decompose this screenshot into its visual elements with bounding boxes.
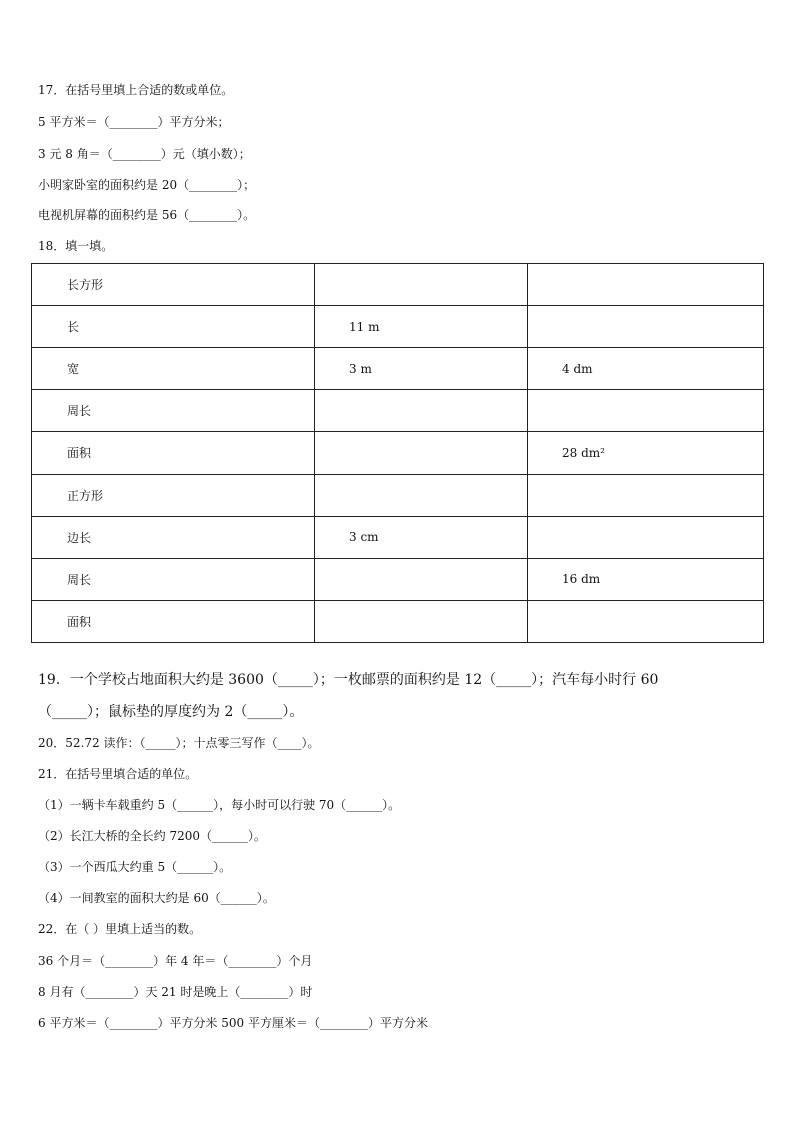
table-cell bbox=[315, 558, 528, 600]
table-cell bbox=[528, 474, 764, 516]
table-cell: 长 bbox=[32, 306, 315, 348]
table-cell: 3 m bbox=[315, 348, 528, 390]
q21-title: 21．在括号里填合适的单位。 bbox=[38, 767, 198, 781]
table-cell: 3 cm bbox=[315, 516, 528, 558]
q18-table bbox=[31, 263, 764, 643]
table-cell: 长方形 bbox=[32, 264, 315, 306]
q21-item-1: （1）一辆卡车载重约 5（______），每小时可以行驶 70（______）。 bbox=[38, 798, 401, 812]
q17-line-3: 小明家卧室的面积约是 20（________）； bbox=[38, 178, 256, 192]
q17-line-2: 3 元 8 角＝（________）元（填小数）； bbox=[38, 147, 251, 161]
table-row bbox=[32, 600, 764, 642]
q20-line: 20．52.72 读作：（_____）；十点零三写作（____）。 bbox=[38, 736, 320, 750]
table-cell bbox=[528, 516, 764, 558]
q18-title: 18．填一填。 bbox=[38, 239, 114, 253]
table-row bbox=[32, 558, 764, 600]
q21-item-3: （3）一个西瓜大约重 5（______）。 bbox=[38, 860, 232, 874]
q17-line-1: 5 平方米＝（________）平方分米； bbox=[38, 115, 230, 129]
q17-title: 17．在括号里填上合适的数或单位。 bbox=[38, 83, 234, 97]
table-cell bbox=[315, 390, 528, 432]
table-cell bbox=[528, 306, 764, 348]
table-cell: 正方形 bbox=[32, 474, 315, 516]
table-cell bbox=[315, 600, 528, 642]
q22-line-2: 8 月有（________）天 21 时是晚上（________）时 bbox=[38, 985, 313, 999]
table-row bbox=[32, 474, 764, 516]
table-cell: 面积 bbox=[32, 600, 315, 642]
table-cell: 边长 bbox=[32, 516, 315, 558]
table-cell: 11 m bbox=[315, 306, 528, 348]
table-cell: 28 dm² bbox=[528, 432, 764, 474]
table-cell bbox=[528, 600, 764, 642]
table-cell: 面积 bbox=[32, 432, 315, 474]
table-cell: 周长 bbox=[32, 390, 315, 432]
table-cell bbox=[528, 264, 764, 306]
table-row bbox=[32, 390, 764, 432]
table-row bbox=[32, 306, 764, 348]
table-row bbox=[32, 516, 764, 558]
table-cell bbox=[315, 432, 528, 474]
table-cell: 4 dm bbox=[528, 348, 764, 390]
q21-item-4: （4）一间教室的面积大约是 60（______）。 bbox=[38, 891, 275, 905]
q19-line-2: （_____）；鼠标垫的厚度约为 2（_____）。 bbox=[38, 704, 304, 720]
table-row bbox=[32, 432, 764, 474]
q22-line-1: 36 个月＝（________）年 4 年＝（________）个月 bbox=[38, 954, 313, 968]
table-row bbox=[32, 348, 764, 390]
table-cell: 16 dm bbox=[528, 558, 764, 600]
table-cell: 宽 bbox=[32, 348, 315, 390]
table-cell bbox=[315, 264, 528, 306]
table-cell bbox=[315, 474, 528, 516]
q21-item-2: （2）长江大桥的全长约 7200（______）。 bbox=[38, 829, 266, 843]
table-cell bbox=[528, 390, 764, 432]
q22-title: 22．在（ ）里填上适当的数。 bbox=[38, 922, 202, 936]
q17-line-4: 电视机屏幕的面积约是 56（________）。 bbox=[38, 208, 256, 222]
q22-line-3: 6 平方米＝（________）平方分米 500 平方厘米＝（________）平方分米 bbox=[38, 1016, 428, 1030]
q19-line-1: 19．一个学校占地面积大约是 3600（_____）；一枚邮票的面积约是 12（_____）；汽车每小时行 60 bbox=[38, 672, 659, 688]
table-cell: 周长 bbox=[32, 558, 315, 600]
table-row bbox=[32, 264, 764, 306]
